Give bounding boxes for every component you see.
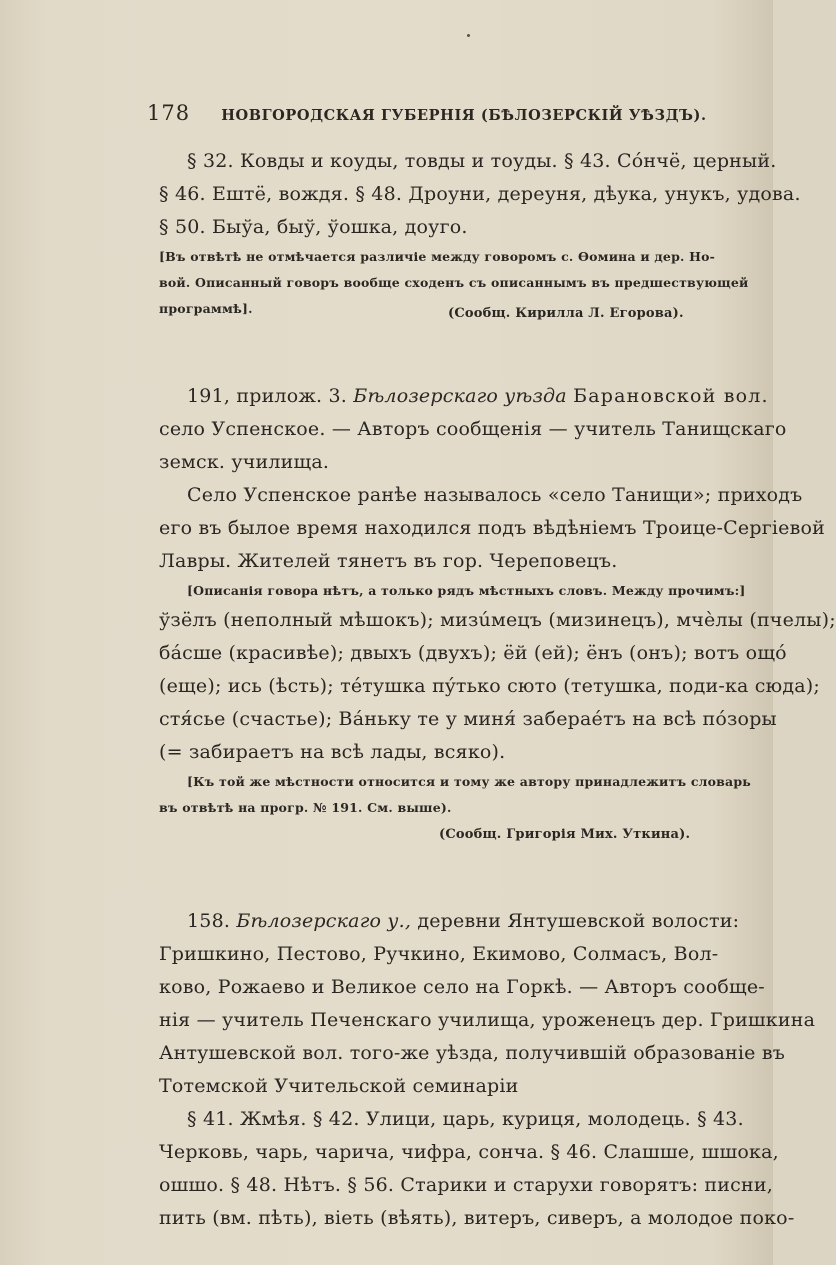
text-line: Лавры. Жителей тянетъ въ гор. Череповецъ. [159, 550, 618, 572]
text-line: Гришкино, Пестово, Ручкино, Екимово, Солмасъ, Вол- [159, 943, 719, 965]
text-line: § 50. Быўа, быў, ўошка, доуго. [159, 216, 468, 238]
text-line: ошшо. § 48. Нѣтъ. § 56. Старики и старухи говорятъ: писни, [159, 1174, 773, 1196]
editor-note-line: [Къ той же мѣстности относится и тому же автору принадлежитъ словарь [187, 774, 751, 789]
text-line: земск. училища. [159, 451, 330, 473]
entry-number: 191, прилож. 3. [187, 385, 348, 407]
text-line: нія — учитель Печенскаго училища, уроженецъ дер. Гришкина [159, 1009, 816, 1031]
word-list-line: (еще); ись (ѣсть); тéтушка пýтько сюто (тетушка, поди-ка сюда); [159, 675, 821, 697]
text-line: пить (вм. пѣть), віеть (вѣять), витеръ, сиверъ, а молодое поко- [159, 1207, 795, 1229]
entry-locality: деревни Янтушевской волости: [417, 910, 740, 932]
word-list-line: (= забираетъ на всѣ лады, всяко). [159, 741, 506, 763]
ink-speck [467, 34, 470, 37]
entry-heading [159, 905, 740, 938]
correspondent-signature: (Сообщ. Кирилла Л. Егорова). [448, 306, 684, 321]
running-title: НОВГОРОДСКАЯ ГУБЕРНІЯ (БѢЛОЗЕРСКІЙ УѢЗДЪ). [221, 107, 707, 124]
text-line: Село Успенское ранѣе называлось «село Танищи»; приходъ [187, 484, 803, 506]
entry-number: 158. [187, 910, 231, 932]
page-number: 178 [147, 101, 191, 125]
text-line: § 46. Eштё, вождя. § 48. Дроуни, дереуня, дѣука, унукъ, удова. [159, 183, 801, 205]
entry-district: Бѣлозерскаго у., [236, 910, 412, 932]
text-line: § 32. Ковды и коуды, товды и тоуды. § 43. Сóнчё, церный. [187, 150, 777, 172]
correspondent-signature: (Сообщ. Григорія Мих. Уткина). [439, 827, 691, 842]
editor-note-line: въ отвѣтѣ на прогр. № 191. См. выше). [159, 800, 452, 815]
text-line: Антушевской вол. того-же уѣзда, получившій образованіе въ [159, 1042, 786, 1064]
text-line: его въ былое время находился подъ вѣдѣніемъ Троице-Сергіевой [159, 517, 825, 539]
word-list-line: стя́сье (счастье); Вáньку те у миня́ забераéтъ на всѣ пóзоры [159, 708, 777, 730]
entry-locality: Барановской вол. [573, 385, 769, 407]
entry-heading [159, 380, 769, 413]
text-line: ково, Рожаево и Великое село на Горкѣ. — Авторъ сообще- [159, 976, 765, 998]
text-line: село Успенское. — Авторъ сообщенія — учитель Танищскаго [159, 418, 787, 440]
running-header [147, 101, 707, 125]
text-line: Черковь, чарь, чарича, чифра, сонча. § 46. Слашше, шшока, [159, 1141, 779, 1163]
text-line: § 41. Жмѣя. § 42. Улици, царь, куриця, молодець. § 43. [187, 1108, 744, 1130]
word-list-line: бáсше (красивѣе); двыхъ (двухъ); ёй (ей); ёнъ (онъ); вотъ ощó [159, 642, 787, 664]
editor-note-line: вой. Описанный говоръ вообще сходенъ съ описаннымъ въ предшествующей [159, 275, 749, 290]
editor-note-line [159, 296, 737, 322]
page-body [159, 145, 836, 1235]
signature-line [159, 821, 737, 847]
word-list-line: ўзёлъ (неполный мѣшокъ); мизúмецъ (мизинецъ), мчѐлы (пчелы); [159, 609, 836, 631]
editor-note-end: программѣ]. [159, 301, 253, 316]
editor-note-line: [Описанія говора нѣтъ, а только рядъ мѣстныхъ словъ. Между прочимъ:] [187, 583, 746, 598]
text-line: Тотемской Учительской семинаріи [159, 1075, 519, 1097]
entry-district: Бѣлозерскаго уѣзда [353, 385, 567, 407]
editor-note-line: [Въ отвѣтѣ не отмѣчается различіе между говоромъ с. Ѳомина и дер. Но- [159, 249, 716, 264]
